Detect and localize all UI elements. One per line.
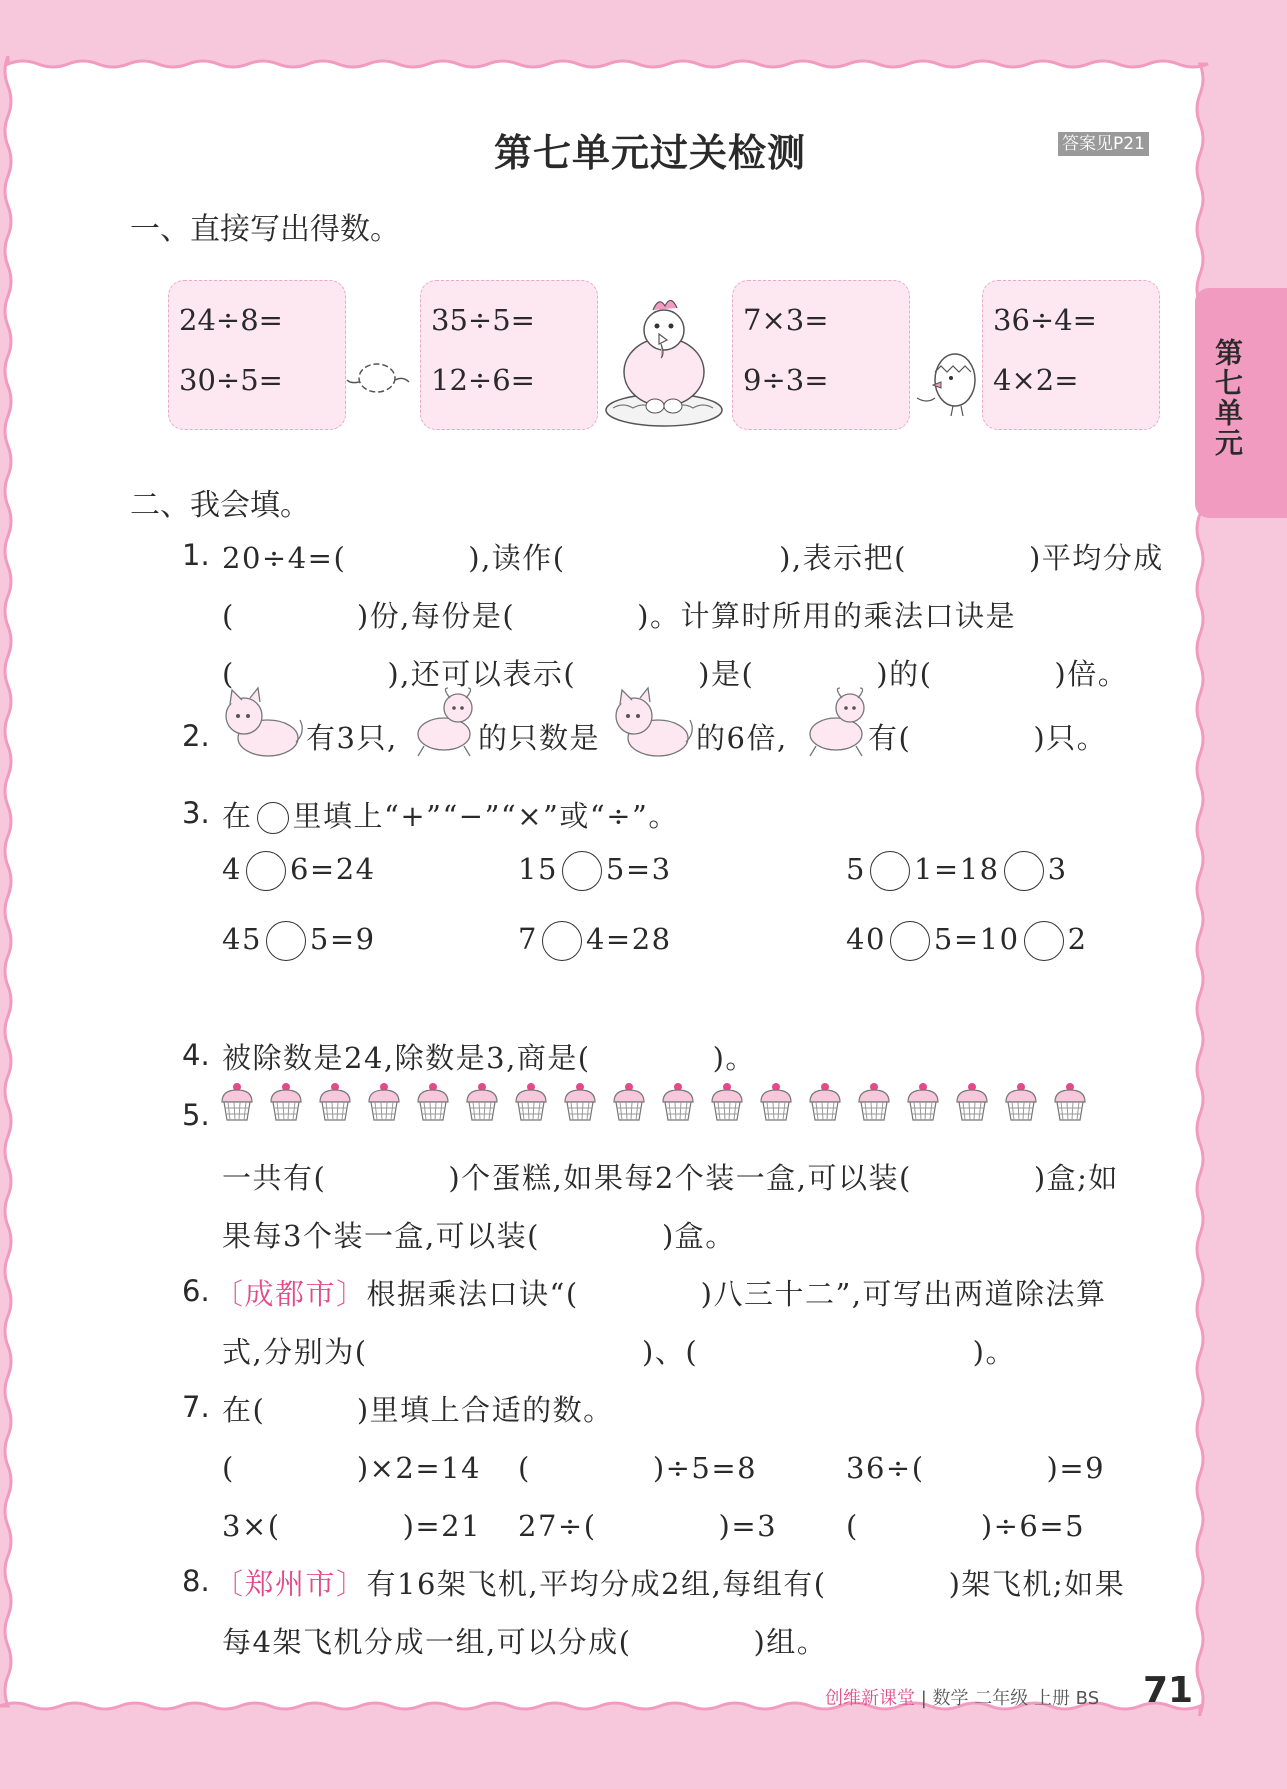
q3-operand: 40 xyxy=(846,922,886,956)
calc-box-4 xyxy=(982,280,1160,430)
q3-item xyxy=(846,851,1068,891)
q7-item: 36÷( )=9 xyxy=(846,1451,1106,1485)
cat-icon xyxy=(608,686,696,766)
q3-operand: 4 xyxy=(222,852,242,886)
cupcake-icon xyxy=(1002,1080,1040,1124)
cupcake-icon xyxy=(953,1080,991,1124)
question-number: 2. xyxy=(182,719,210,753)
cupcake-icon xyxy=(561,1080,599,1124)
cupcake-icon xyxy=(512,1080,550,1124)
q6-line-1-text: 根据乘法口诀“( )八三十二”,可写出两道除法算 xyxy=(366,1277,1107,1311)
q3-operand: 15 xyxy=(518,852,558,886)
q2-text-4: 有( )只。 xyxy=(868,721,1108,755)
unit-side-tab xyxy=(1195,288,1287,518)
cupcake-icon xyxy=(365,1080,403,1124)
q7-item: ( )×2=14 xyxy=(222,1451,482,1485)
q3-operand: 5=10 xyxy=(933,922,1020,956)
operator-circle-sample xyxy=(257,802,289,834)
footer-info: | 数学 二年级 上册 BS xyxy=(920,1688,1100,1709)
section-1-heading: 一、直接写出得数。 xyxy=(130,212,400,247)
footer-brand: 创维新课堂 xyxy=(825,1688,915,1709)
cupcake-icon xyxy=(1051,1080,1089,1124)
q7-item: 3×( )=21 xyxy=(222,1509,482,1543)
q3-operand: 45 xyxy=(222,922,262,956)
worksheet-page xyxy=(0,56,1230,1716)
calc-equation: 30÷5= xyxy=(179,363,283,397)
chick-illustration xyxy=(915,328,985,428)
q1-line-3: ( ),还可以表示( )是( )的( )倍。 xyxy=(222,657,1129,691)
question-number: 5. xyxy=(182,1098,210,1132)
q3-operand: 1=18 xyxy=(913,852,1000,886)
q8-line-1-text: 有16架飞机,平均分成2组,每组有( )架飞机;如果 xyxy=(366,1567,1126,1601)
q3-operand: 5 xyxy=(846,852,866,886)
q7-item: ( )÷5=8 xyxy=(518,1451,758,1485)
cupcake-icon xyxy=(708,1080,746,1124)
q3-operand: 5=9 xyxy=(309,922,376,956)
calc-equation: 36÷4= xyxy=(993,303,1097,337)
cupcake-icon xyxy=(316,1080,354,1124)
q2-text-1: 有3只, xyxy=(306,721,398,755)
q3-intro-text: 在 xyxy=(222,799,253,833)
cupcake-icon xyxy=(218,1080,256,1124)
cupcake-icon xyxy=(414,1080,452,1124)
unit-side-tab-label: 第七单元 xyxy=(1211,338,1244,458)
q4-text: 被除数是24,除数是3,商是( )。 xyxy=(222,1041,756,1075)
q3-intro xyxy=(222,794,679,835)
cat-icon xyxy=(218,686,306,766)
egg-icon xyxy=(345,356,415,406)
q7-item: 27÷( )=3 xyxy=(518,1509,778,1543)
q8-line-1 xyxy=(214,1562,1125,1603)
operator-circle[interactable] xyxy=(266,921,306,961)
q3-item xyxy=(222,921,376,961)
q5-line-1: 一共有( )个蛋糕,如果每2个装一盒,可以装( )盒;如 xyxy=(222,1161,1119,1195)
question-number: 7. xyxy=(182,1390,210,1424)
cupcake-icon xyxy=(855,1080,893,1124)
answer-reference-badge: 答案见P21 xyxy=(1058,132,1149,156)
q3-operand: 5=3 xyxy=(605,852,672,886)
hen-on-nest-illustration xyxy=(597,292,732,432)
cupcake-icon xyxy=(610,1080,648,1124)
question-number: 4. xyxy=(182,1038,210,1072)
q6-line-2: 式,分别为( )、( )。 xyxy=(222,1335,1016,1369)
q3-operand: 4=28 xyxy=(585,922,672,956)
operator-circle[interactable] xyxy=(870,851,910,891)
calc-equation: 9÷3= xyxy=(743,363,829,397)
question-number: 1. xyxy=(182,538,210,572)
q6-line-1 xyxy=(214,1272,1107,1313)
q3-operand: 3 xyxy=(1047,852,1068,886)
city-tag: 〔郑州市〕 xyxy=(214,1567,367,1601)
operator-circle[interactable] xyxy=(890,921,930,961)
cupcake-icon xyxy=(757,1080,795,1124)
calc-equation: 4×2= xyxy=(993,363,1079,397)
dog-icon xyxy=(802,686,874,766)
city-tag: 〔成都市〕 xyxy=(214,1277,367,1311)
operator-circle[interactable] xyxy=(1024,921,1064,961)
q3-item xyxy=(518,851,672,891)
q2-text-3: 的6倍, xyxy=(696,721,788,755)
q3-item xyxy=(518,921,672,961)
cupcake-icon xyxy=(806,1080,844,1124)
page-title: 第七单元过关检测 xyxy=(493,131,806,175)
q3-operand: 7 xyxy=(518,922,538,956)
q3-item xyxy=(846,921,1088,961)
question-number: 6. xyxy=(182,1274,210,1308)
calc-box-2 xyxy=(420,280,598,430)
calc-equation: 35÷5= xyxy=(431,303,535,337)
calc-box-1 xyxy=(168,280,346,430)
q7-intro: 在( )里填上合适的数。 xyxy=(222,1393,614,1427)
footer-publisher xyxy=(825,1684,1099,1710)
q7-item: ( )÷6=5 xyxy=(846,1509,1086,1543)
cupcake-row xyxy=(218,1080,1100,1128)
q3-item xyxy=(222,851,376,891)
operator-circle[interactable] xyxy=(542,921,582,961)
question-number: 8. xyxy=(182,1564,210,1598)
q3-intro-text: 里填上“+”“−”“×”或“÷”。 xyxy=(292,799,679,833)
operator-circle[interactable] xyxy=(1004,851,1044,891)
calc-equation: 12÷6= xyxy=(431,363,535,397)
q2-text-2: 的只数是 xyxy=(478,721,601,755)
operator-circle[interactable] xyxy=(246,851,286,891)
section-2-heading: 二、我会填。 xyxy=(130,488,310,523)
calc-equation: 7×3= xyxy=(743,303,829,337)
cupcake-icon xyxy=(267,1080,305,1124)
q8-line-2: 每4架飞机分成一组,可以分成( )组。 xyxy=(222,1625,828,1659)
cupcake-icon xyxy=(659,1080,697,1124)
q1-line-2: ( )份,每份是( )。计算时所用的乘法口诀是 xyxy=(222,599,1016,633)
cupcake-icon xyxy=(904,1080,942,1124)
page-number: 71 xyxy=(1143,1670,1194,1711)
q3-operand: 6=24 xyxy=(289,852,376,886)
calc-box-3 xyxy=(732,280,910,430)
cupcake-icon xyxy=(463,1080,501,1124)
q3-operand: 2 xyxy=(1067,922,1088,956)
dog-icon xyxy=(410,686,482,766)
calc-equation: 24÷8= xyxy=(179,303,283,337)
operator-circle[interactable] xyxy=(562,851,602,891)
question-number: 3. xyxy=(182,796,210,830)
q5-line-2: 果每3个装一盒,可以装( )盒。 xyxy=(222,1219,736,1253)
q1-line-1: 20÷4=( ),读作( ),表示把( )平均分成 xyxy=(222,541,1164,575)
